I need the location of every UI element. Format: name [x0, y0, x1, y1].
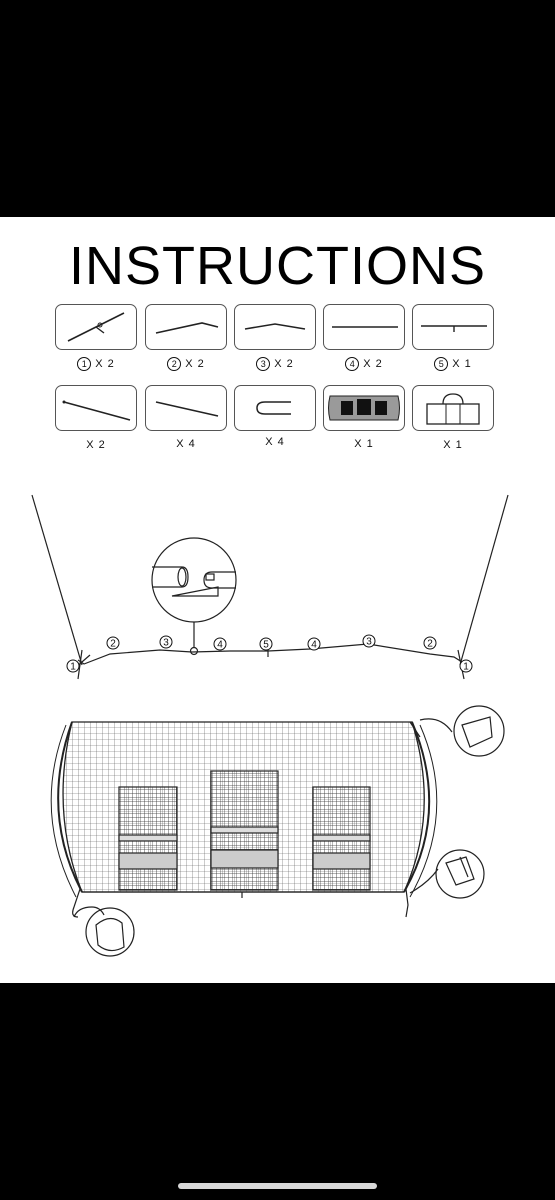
svg-text:3: 3	[366, 636, 372, 648]
part-label-2: 2 X 2	[145, 357, 227, 371]
home-indicator[interactable]	[178, 1183, 377, 1189]
svg-text:1: 1	[70, 661, 76, 673]
part-label-7: X 4	[176, 438, 196, 450]
part-label-3: 3 X 2	[234, 357, 316, 371]
part-label-6: X 2	[86, 439, 106, 451]
part-label-4: 4 X 2	[323, 357, 405, 371]
page-title: INSTRUCTIONS	[69, 236, 486, 296]
instruction-sheet	[0, 217, 555, 983]
part-label-10: X 1	[443, 439, 463, 451]
part-label-5: 5 X 1	[412, 357, 494, 371]
svg-text:5: 5	[263, 639, 269, 651]
svg-text:4: 4	[311, 639, 317, 651]
part-label-1: 1 X 2	[55, 357, 137, 371]
svg-text:2: 2	[427, 638, 433, 650]
part-label-8: X 4	[265, 436, 285, 448]
svg-text:4: 4	[217, 639, 223, 651]
svg-text:3: 3	[163, 637, 169, 649]
assembled-net-diagram	[0, 217, 555, 983]
part-label-9: X 1	[354, 438, 374, 450]
svg-text:1: 1	[463, 661, 469, 673]
svg-text:2: 2	[110, 638, 116, 650]
